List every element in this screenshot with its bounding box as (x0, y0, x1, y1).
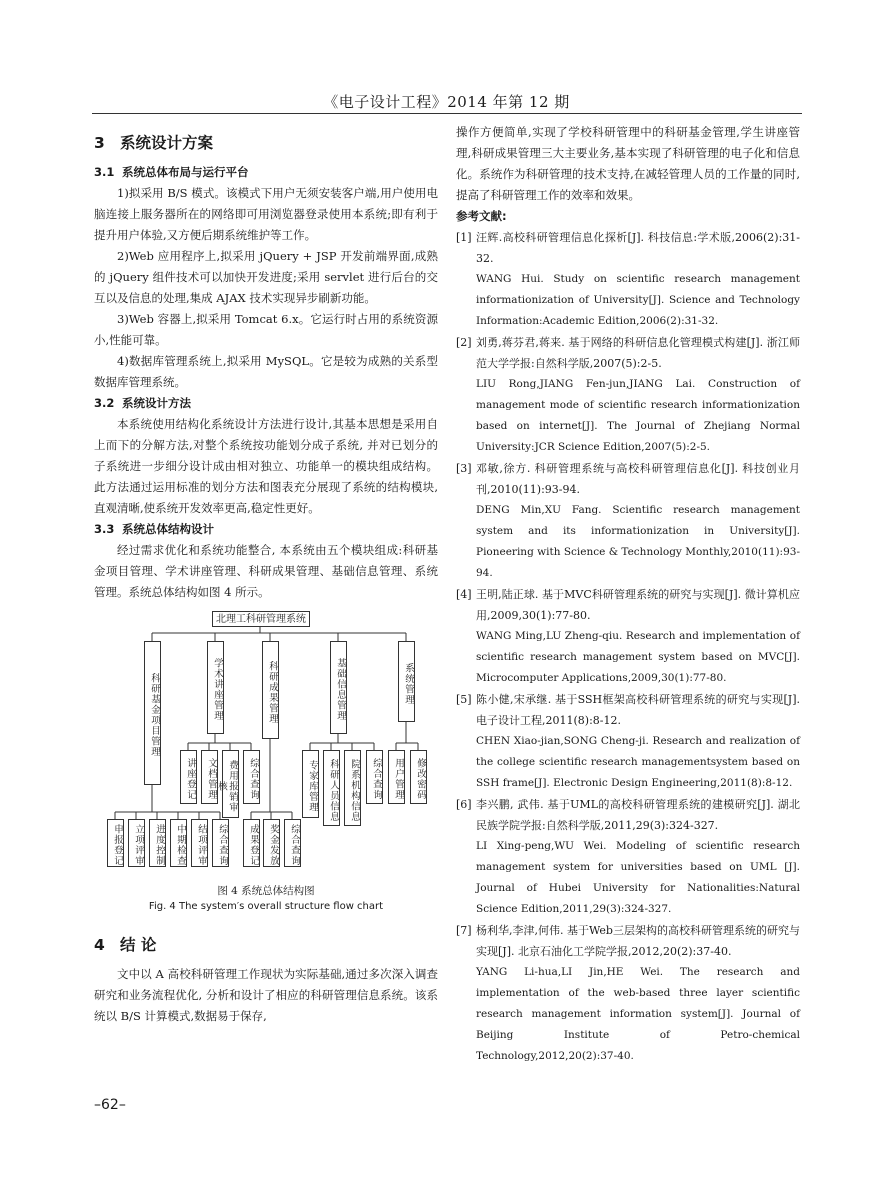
child-node: 成果登记 (243, 819, 260, 867)
reference-en: CHEN Xiao-jian,SONG Cheng-ji. Research and realization of the college scientific research managementsystem based on SSH frame[J]. Electronic Design Engineering,2011(8):8-12. (476, 735, 800, 789)
left-column (94, 122, 438, 1027)
reference-zh: 杨利华,李津,何伟. 基于Web三层架构的高校科研管理系统的研究与实现[J]. 北京石油化工学院学报,2012,20(2):37-40. (476, 924, 800, 958)
subsection-3-3-heading (94, 519, 438, 540)
module-node: 学术讲座管理 (207, 641, 224, 734)
subsection-number: 3.2 (94, 396, 115, 410)
references-list (456, 227, 800, 1067)
paragraph: 本系统使用结构化系统设计方法进行设计,其基本思想是采用自上而下的分解方法,对整个系统按功能划分成子系统, 并对已划分的子系统进一步细分设计成由相对独立、功能单一的模块组成结构。此方法通过运用标准的划分方法和图表充分展现了系统的结构模块,直观清晰,使系统开发效率更高,稳定性更好。 (94, 417, 438, 515)
subsection-title: 系统总体结构设计 (122, 522, 214, 536)
figure-caption-zh: 图 4 系统总体结构图 (217, 885, 315, 897)
paragraph: 4)数据库管理系统上,拟采用 MySQL。它是较为成熟的关系型数据库管理系统。 (94, 354, 438, 389)
reference-zh: 邓敏,徐方. 科研管理系统与高校科研管理信息化[J]. 科技创业月刊,2010(11):93-94. (476, 462, 800, 496)
reference-body (476, 458, 800, 584)
reference-en: DENG Min,XU Fang. Scientific research management system and its informationization in University[J]. Pioneering with Science & Technology Monthly,2010(11):93-94. (476, 504, 800, 579)
reference-en: LI Xing-peng,WU Wei. Modeling of scientific research management system for universities based on UML [J]. Journal of Hubei University for Nationalities:Natural Science Edition,2011,29(3):324-327. (476, 840, 800, 915)
right-column (456, 122, 800, 1067)
child-node: 奖金发放 (263, 819, 280, 867)
reference-body (476, 584, 800, 689)
running-header: 《电子设计工程》2014 年第 12 期 (323, 93, 570, 111)
reference-body (476, 332, 800, 458)
child-node: 费用报销审核 (222, 750, 239, 818)
child-node: 院系机构信息 (344, 750, 361, 826)
child-node: 专家库管理 (302, 750, 319, 818)
paragraph: 操作方便简单,实现了学校科研管理中的科研基金管理,学生讲座管理,科研成果管理三大主要业务,基本实现了科研管理的电子化和信息化。系统作为科研管理的技术支持,在减轻管理人员的工作量的同时, 提高了科研管理工作的效率和效果。 (456, 125, 800, 202)
module-node: 系统管理 (398, 641, 415, 722)
paragraph: 1)拟采用 B/S 模式。该模式下用户无须安装客户端,用户使用电脑连接上服务器所在的网络即可用浏览器登录使用本系统;即有利于提升用户体验,又方便后期系统维护等工作。 (94, 186, 438, 242)
section-title: 系统设计方案 (120, 134, 214, 152)
section-4-heading (94, 933, 438, 955)
reference-item (456, 920, 800, 1067)
root-node: 北理工科研管理系统 (212, 611, 310, 627)
subsection-title: 系统总体布局与运行平台 (122, 165, 249, 179)
reference-en: WANG Hui. Study on scientific research management informationization of University[J]. Science and Technology Information:Academic Edition,2006(2):31-32. (476, 273, 800, 327)
reference-number: [1] (456, 231, 472, 244)
reference-item (456, 794, 800, 920)
figure-caption-en: Fig. 4 The system′s overall structure flow chart (148, 901, 384, 912)
subsection-3-1-heading (94, 162, 438, 183)
reference-number: [6] (456, 798, 472, 811)
references-heading: 参考文献: (456, 209, 507, 223)
paragraph: 文中以 A 高校科研管理工作现状为实际基础,通过多次深入调查研究和业务流程优化, 分析和设计了相应的科研管理信息系统。该系统以 B/S 计算模式,数据易于保存, (94, 967, 438, 1023)
child-node: 修改密码 (410, 750, 427, 804)
header-rule (92, 113, 802, 114)
reference-item (456, 332, 800, 458)
reference-item (456, 458, 800, 584)
reference-item (456, 227, 800, 332)
child-node: 讲座登记 (180, 750, 197, 804)
reference-item (456, 689, 800, 794)
reference-en: LIU Rong,JIANG Fen-jun,JIANG Lai. Construction of management mode of scientific research informationization based on internet[J]. The Journal of Zhejiang Normal University:JCR Science Edition,2007(5):2-5. (476, 378, 800, 453)
reference-body (476, 920, 800, 1067)
paragraph: 3)Web 容器上,拟采用 Tomcat 6.x。它运行时占用的系统资源小,性能可靠。 (94, 312, 438, 347)
subsection-3-2-heading (94, 393, 438, 414)
section-number: 4 (94, 936, 105, 954)
reference-number: [2] (456, 336, 472, 349)
child-node: 中期检查 (170, 819, 187, 867)
paragraph: 2)Web 应用程序上,拟采用 jQuery + JSP 开发前端界面,成熟的 jQuery 组件技术可以加快开发进度;采用 servlet 进行后台的交互以及信息的处理,集成 AJAX 技术实现异步刷新功能。 (94, 249, 438, 305)
subsection-title: 系统设计方法 (122, 396, 191, 410)
reference-body (476, 689, 800, 794)
reference-body (476, 227, 800, 332)
page-number: –62– (94, 1097, 126, 1113)
child-node: 综合查询 (212, 819, 229, 867)
section-number: 3 (94, 134, 105, 152)
subsection-number: 3.1 (94, 165, 115, 179)
figure-4-structure-chart (94, 609, 438, 879)
child-node: 科研人员信息 (323, 750, 340, 826)
reference-body (476, 794, 800, 920)
reference-zh: 汪辉.高校科研管理信息化探析[J]. 科技信息:学术版,2006(2):31-32. (476, 231, 800, 265)
reference-number: [4] (456, 588, 472, 601)
paragraph: 经过需求优化和系统功能整合, 本系统由五个模块组成:科研基金项目管理、学术讲座管理、科研成果管理、基础信息管理、系统管理。系统总体结构如图 4 所示。 (94, 543, 438, 599)
reference-item (456, 584, 800, 689)
reference-number: [3] (456, 462, 472, 475)
reference-number: [7] (456, 924, 472, 937)
reference-en: WANG Ming,LU Zheng-qiu. Research and implementation of scientific research management system based on MVC[J]. Microcomputer Applications,2009,30(1):77-80. (476, 630, 800, 684)
module-node: 科研成果管理 (262, 641, 279, 739)
child-node: 申报登记 (107, 819, 124, 867)
child-node: 结项评审 (191, 819, 208, 867)
reference-en: YANG Li-hua,LI Jin,HE Wei. The research and implementation of the web-based three layer scientific research management information system[J]. Journal of Beijing Institute of Petro-chemical Technology,2012,20(2):37-40. (476, 966, 800, 1062)
section-title: 结 论 (120, 936, 157, 954)
reference-zh: 王明,陆正球. 基于MVC科研管理系统的研究与实现[J]. 微计算机应用,2009,30(1):77-80. (476, 588, 800, 622)
reference-number: [5] (456, 693, 472, 706)
module-node: 基础信息管理 (330, 641, 347, 734)
child-node: 文档管理 (201, 750, 218, 804)
reference-zh: 刘勇,蒋芬君,蒋来. 基于网络的科研信息化管理模式构建[J]. 浙江师范大学学报:自然科学版,2007(5):2-5. (476, 336, 800, 370)
child-node: 综合查询 (366, 750, 383, 804)
module-node: 科研基金项目管理 (144, 641, 161, 785)
child-node: 立项评审 (128, 819, 145, 867)
child-node: 综合查询 (243, 750, 260, 804)
subsection-number: 3.3 (94, 522, 115, 536)
child-node: 综合查询 (284, 819, 301, 867)
reference-zh: 李兴鹏, 武伟. 基于UML的高校科研管理系统的建模研究[J]. 湖北民族学院学报:自然科学版,2011,29(3):324-327. (476, 798, 800, 832)
child-node: 进度控制 (149, 819, 166, 867)
reference-zh: 陈小健,宋承继. 基于SSH框架高校科研管理系统的研究与实现[J]. 电子设计工程,2011(8):8-12. (476, 693, 800, 727)
section-3-heading (94, 131, 438, 153)
child-node: 用户管理 (388, 750, 405, 804)
